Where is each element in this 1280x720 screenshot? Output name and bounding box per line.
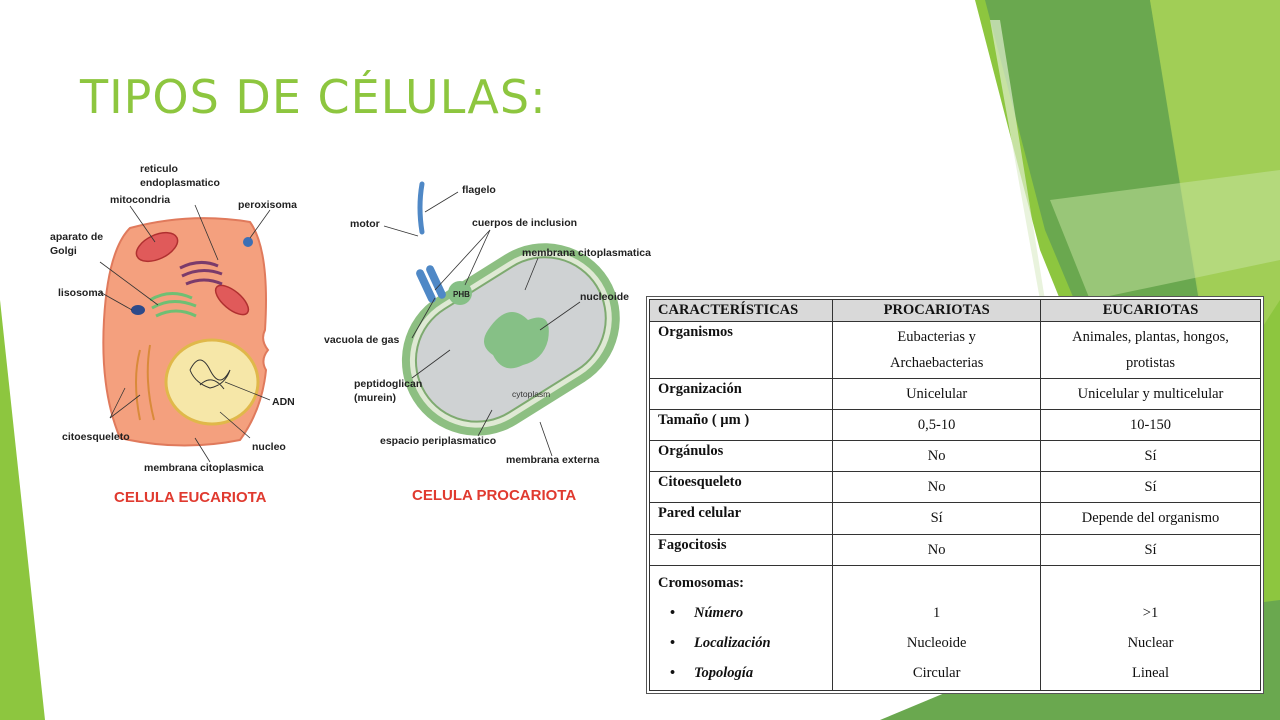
label-motor: motor: [350, 218, 380, 230]
label-reticulo-2: endoplasmatico: [140, 177, 220, 189]
cell-procariota: [833, 322, 1041, 379]
label-peroxisoma: peroxisoma: [238, 199, 297, 211]
row-label: Organización: [650, 379, 833, 410]
header-eucariotas: EUCARIOTAS: [1041, 300, 1261, 322]
lysosome-shape: [131, 305, 145, 315]
row-label: Fagocitosis: [650, 534, 833, 565]
label-membrana-citoplasmica: membrana citoplasmica: [144, 462, 264, 474]
comparison-table-grid: [649, 299, 1261, 691]
label-membrana-citoplasmatica: membrana citoplasmatica: [522, 247, 651, 259]
cell-eucariota: Sí: [1041, 441, 1261, 472]
cell-line: Archaebacterias: [889, 355, 984, 371]
label-cytoplasm: cytoplasm: [512, 389, 551, 399]
cell-eucariota: Sí: [1041, 534, 1261, 565]
row-label: Citoesqueleto: [650, 472, 833, 503]
label-flagelo: flagelo: [462, 184, 496, 196]
table-row: [650, 534, 1261, 565]
cell-line: Animales, plantas, hongos,: [1072, 329, 1229, 345]
cell-procariota: No: [833, 441, 1041, 472]
cell-procariota: [833, 565, 1041, 690]
label-nucleo: nucleo: [252, 441, 286, 453]
row-label: Orgánulos: [650, 441, 833, 472]
row-label: [650, 565, 833, 690]
row-label: Tamaño ( µm ): [650, 410, 833, 441]
table-header-row: [650, 300, 1261, 322]
label-peptidoglican: peptidoglican: [354, 378, 423, 390]
sub-localizacion: • Localización: [658, 628, 824, 658]
sub-numero: • Número: [658, 598, 824, 628]
cell-eucariota: Depende del organismo: [1041, 503, 1261, 534]
table-row: [650, 379, 1261, 410]
label-nucleoide: nucleoide: [580, 291, 630, 303]
cell-line: Nuclear: [1127, 634, 1174, 651]
row-label: Pared celular: [650, 503, 833, 534]
cell-eucariota: [1041, 565, 1261, 690]
label-citoesqueleto: citoesqueleto: [62, 431, 130, 443]
eukaryotic-cell: [103, 218, 268, 445]
label-adn: ADN: [272, 396, 295, 408]
cell-procariota: No: [833, 534, 1041, 565]
cell-procariota: Unicelular: [833, 379, 1041, 410]
cell-line: protistas: [1125, 355, 1176, 371]
label-membrana-externa: membrana externa: [506, 454, 600, 466]
cell-line: >1: [1142, 604, 1159, 621]
cell-line: Nucleoide: [906, 634, 967, 651]
cell-eucariota: Unicelular y multicelular: [1041, 379, 1261, 410]
table-row-cromosomas: [650, 565, 1261, 690]
cell-line: Circular: [912, 664, 961, 681]
slide-title: TIPOS DE CÉLULAS:: [80, 70, 547, 124]
cromosomas-label: Cromosomas:: [658, 574, 744, 591]
label-golgi-1: aparato de: [50, 231, 104, 243]
caption-eucariota: CELULA EUCARIOTA: [114, 489, 267, 506]
flagellum-shape: [420, 184, 422, 232]
cell-eucariota: Sí: [1041, 472, 1261, 503]
peroxisome-shape: [243, 237, 253, 247]
cell-procariota: Sí: [833, 503, 1041, 534]
label-phb: PHB: [453, 290, 470, 299]
cell-procariota: 0,5-10: [833, 410, 1041, 441]
label-golgi-2: Golgi: [50, 245, 77, 257]
label-vacuola-gas: vacuola de gas: [324, 334, 400, 346]
cell-procariota: No: [833, 472, 1041, 503]
caption-procariota: CELULA PROCARIOTA: [412, 487, 577, 504]
label-reticulo-1: reticulo: [140, 163, 178, 175]
label-mitocondria: mitocondria: [110, 194, 171, 206]
label-murein: (murein): [354, 392, 396, 404]
header-caracteristicas: CARACTERÍSTICAS: [650, 300, 833, 322]
cell-diagrams: [40, 150, 680, 520]
nucleus-shape: [166, 340, 258, 424]
table-row: [650, 472, 1261, 503]
label-espacio-periplasmatico: espacio periplasmatico: [380, 435, 497, 447]
table-row: [650, 441, 1261, 472]
cell-line: Lineal: [1131, 664, 1170, 681]
label-cuerpos-inclusion: cuerpos de inclusion: [472, 217, 578, 229]
table-row: [650, 322, 1261, 379]
table-row: [650, 410, 1261, 441]
sub-topologia: • Topología: [658, 658, 824, 688]
cell-line: Eubacterias y: [897, 329, 976, 345]
table-row: [650, 503, 1261, 534]
comparison-table: [646, 296, 1264, 694]
header-procariotas: PROCARIOTAS: [833, 300, 1041, 322]
left-decor-shape: [0, 300, 45, 720]
cell-eucariota: 10-150: [1041, 410, 1261, 441]
cell-eucariota: [1041, 322, 1261, 379]
row-label: Organismos: [650, 322, 833, 379]
cell-line: 1: [933, 604, 941, 621]
label-lisosoma: lisosoma: [58, 287, 104, 299]
